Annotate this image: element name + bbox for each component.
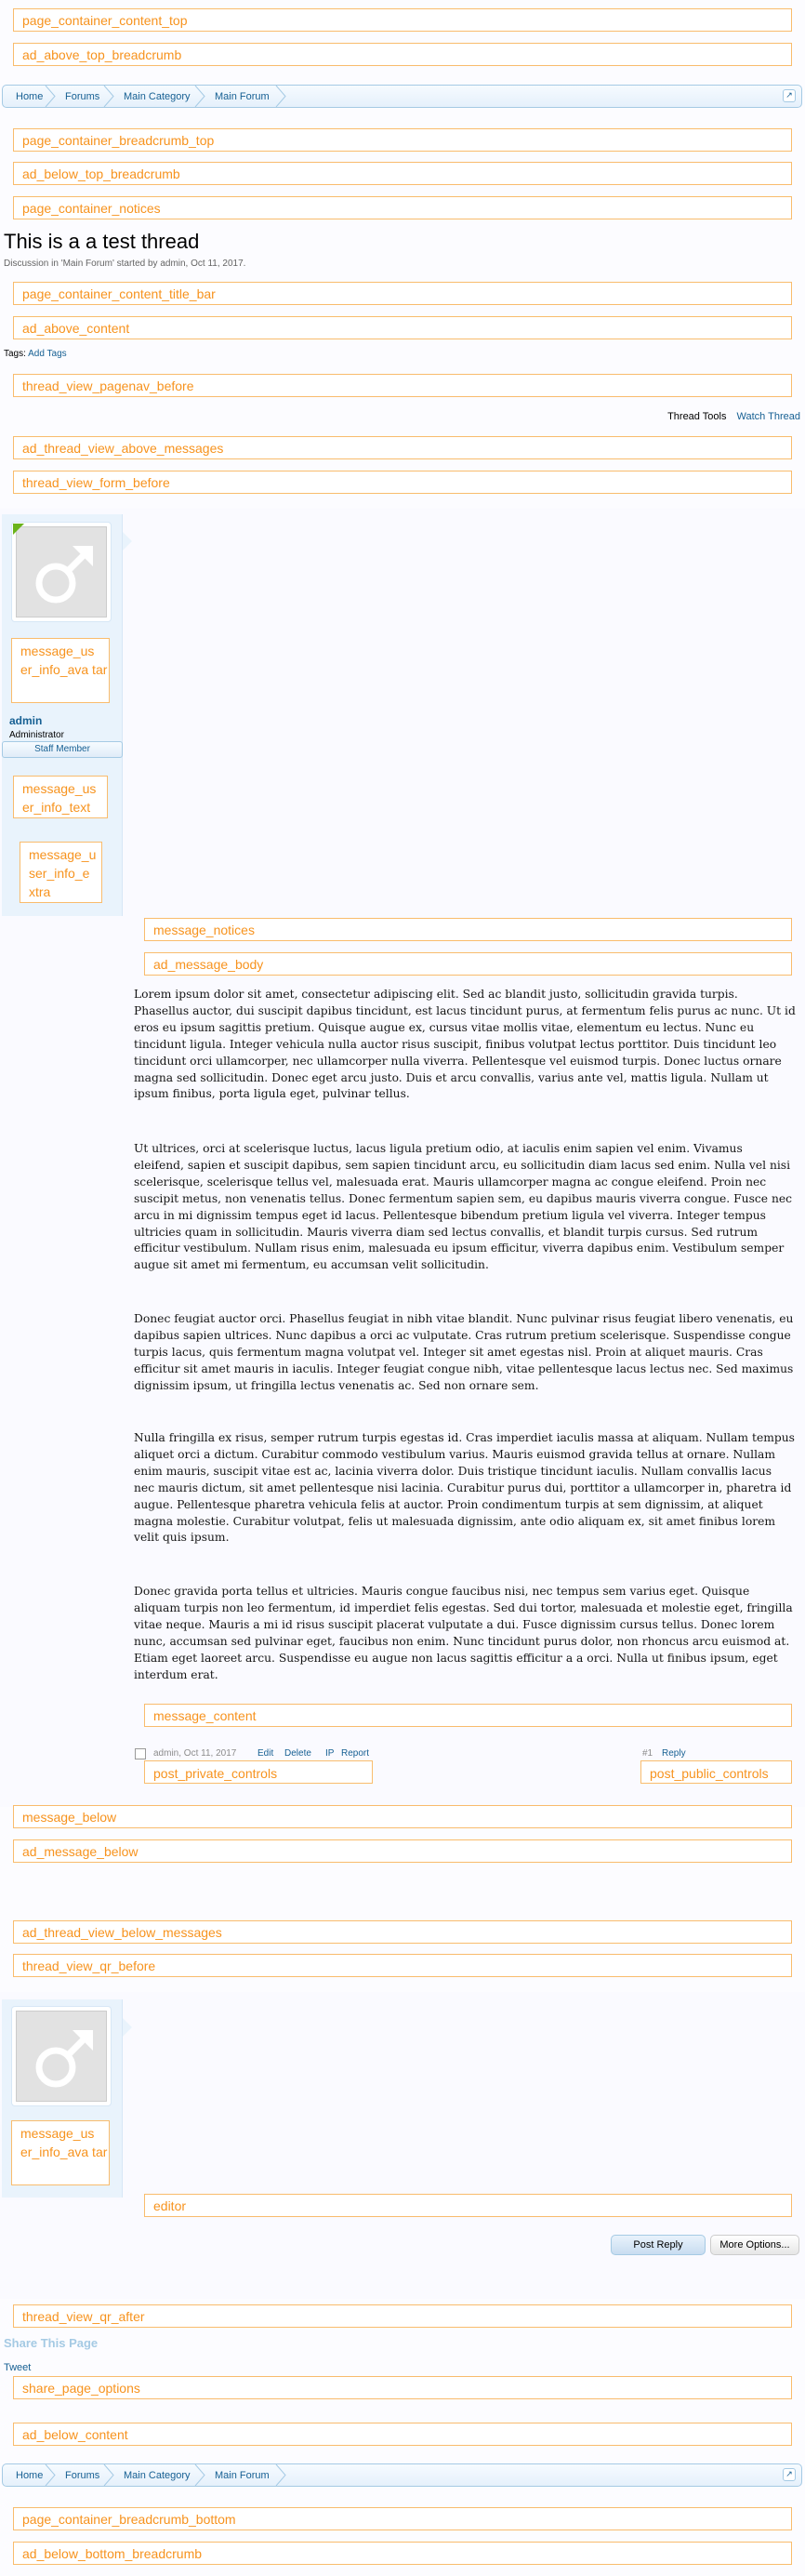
thread-view-qr-before-hook: thread_view_qr_before [13,1954,792,1977]
breadcrumb-home[interactable]: Home [16,2470,44,2481]
post-reply-button[interactable]: Post Reply [611,2235,706,2255]
post-private-controls-hook: post_private_controls [144,1760,373,1784]
thread-view-pagenav-before-hook: thread_view_pagenav_before [13,374,792,397]
ad-message-body-hook: ad_message_body [144,952,792,976]
quick-reply-avatar [11,2006,112,2106]
thread-tools-link[interactable]: Thread Tools [667,411,727,422]
jump-to-icon[interactable]: ↗ [783,89,796,102]
thread-view-qr-after-hook: thread_view_qr_after [13,2304,792,2328]
ad-above-top-breadcrumb-hook: ad_above_top_breadcrumb [13,43,792,66]
tweet-link[interactable]: Tweet [4,2362,32,2373]
breadcrumb-separator-icon [194,86,205,107]
breadcrumb-separator-icon [275,86,286,107]
online-indicator-icon [13,524,24,535]
watch-thread-link[interactable]: Watch Thread [736,411,800,422]
add-tags-link[interactable]: Add Tags [28,349,67,359]
jump-to-icon[interactable]: ↗ [783,2468,796,2481]
post-number-link[interactable]: #1 [642,1748,653,1759]
editor-hook: editor [144,2194,792,2217]
ad-below-top-breadcrumb-hook: ad_below_top_breadcrumb [13,162,792,185]
breadcrumb-separator-icon [45,86,56,107]
breadcrumb-separator-icon [275,2464,286,2486]
male-icon [17,527,108,618]
share-page-options-hook: share_page_options [13,2376,792,2399]
breadcrumb-separator-icon [194,2464,205,2486]
message-body-paragraph: Nulla fringilla ex risus, semper rutrum turpis egestas id. Cras imperdiet iaculis massa at aliquam. Nullam tempus aliquet orci a dictum. Curabitur commodo vestibulum varius. Mauris euismod gravida tellus at ornare. Nullam enim mauris, suscipit vitae est ac, lacinia viverra dolor. Duis tristique tincidunt iaculis. Nullam convallis lacus nec mauris dictum, sit amet pellentesque nisi lacinia. Curabitur purus dui, porttitor a ullamcorper in, pharetra id augue. Pellentesque pharetra vehicula felis at auctor. Proin condimentum turpis at sem dignissim, at aliquet magna molestie. Curabitur volutpat, felis ut malesuada dignissim, ante odio aliquam ex, sit amet finibus lorem velit quis ipsum. [134,1431,795,1545]
ad-above-content-hook: ad_above_content [13,316,792,339]
user-info-arrow [123,532,132,551]
user-title: Administrator [9,730,64,740]
message-user-info-extra-hook: message_u ser_info_e xtra [20,842,102,903]
breadcrumb-bottom [2,2463,802,2487]
post-public-controls-hook: post_public_controls [640,1760,792,1784]
message-user-info-text-hook: message_us er_info_text [13,776,108,818]
breadcrumb-separator-icon [45,2464,56,2486]
avatar-image [16,2011,107,2102]
post-delete-link[interactable]: Delete [284,1748,311,1759]
tags-row [4,349,67,359]
breadcrumb-main-category[interactable]: Main Category [124,2470,191,2481]
post-edit-link[interactable]: Edit [257,1748,274,1759]
ad-thread-view-above-messages-hook: ad_thread_view_above_messages [13,436,792,459]
tags-label: Tags: [4,349,26,359]
message-body-paragraph: Lorem ipsum dolor sit amet, consectetur adipiscing elit. Sed ac blandit justo, sollicitudin gravida turpis. Phasellus auctor, dui suscipit dapibus tincidunt, est lacus tincidunt purus, at fermentum felis purus ac nunc. Ut id eros eu ipsum sagittis pretium. Quisque augue ex, cursus vitae mollis vitae, elementum eu lectus. Nunc eu tincidunt ligula. Integer vehicula nulla auctor risus suscipit, finibus volutpat lectus porttitor. Duis tincidunt leo tincidunt orci ullamcorper, nec ullamcorper nulla viverra. Pellentesque vel euismod turpis. Donec luctus ornare magna sed sollicitudin. Donec eget arcu justo. Duis et arcu convallis, varius ante vel, mattis ligula. Nullam ut ipsum finibus, porta ligula eget, pulvinar tellus. [134,988,796,1101]
share-page-heading: Share This Page [4,2336,99,2350]
breadcrumb-forums[interactable]: Forums [65,91,100,102]
more-options-button[interactable]: More Options... [710,2235,799,2255]
page-container-content-title-bar-hook: page_container_content_title_bar [13,282,792,305]
thread-title: This is a a test thread [4,230,200,253]
post-report-link[interactable]: Report [341,1748,370,1759]
thread-actions [667,411,800,422]
message-content-hook: message_content [144,1704,792,1727]
post-reply-link[interactable]: Reply [662,1748,686,1759]
thread-view-form-before-hook: thread_view_form_before [13,471,792,494]
page-container-content-top-hook: page_container_content_top [13,8,792,32]
message-body-paragraph: Donec gravida porta tellus et ultricies. Mauris congue faucibus nisi, nec tempus sem varius eget. Quisque aliquam turpis non leo fermentum, id imperdiet felis egestas. Sed dui tortor, malesuada et molestie eget, fringilla vitae neque. Mauris a mi id risus suscipit placerat vulputate a dui. Fusce dignissim cursus tellus. Donec lorem nunc, accumsan sed pulvinar eget, faucibus non enim. Nunc tincidunt purus dolor, non rhoncus arcu euismod at. Etiam eget laoreet arcu. Suspendisse eu augue non lacus sagittis efficitur a a orci. Nulla ut finibus ipsum, eget interdum erat. [134,1585,793,1681]
post-ip-link[interactable]: IP [325,1748,335,1759]
breadcrumb-main-category[interactable]: Main Category [124,91,191,102]
select-post-checkbox[interactable] [135,1748,146,1759]
breadcrumb-home[interactable]: Home [16,91,44,102]
breadcrumb-main-forum[interactable]: Main Forum [215,2470,270,2481]
breadcrumb-forums[interactable]: Forums [65,2470,100,2481]
username-link[interactable]: admin [9,714,43,727]
staff-member-badge: Staff Member [2,741,123,758]
message-body-paragraph: Donec feugiat auctor orci. Phasellus feugiat in nibh vitae blandit. Nunc pulvinar risus feugiat libero venenatis, eu dapibus sapien ultrices. Nunc dapibus a orci ac vulputate. Cras rutrum pretium scelerisque. Suspendisse congue turpis lacus, quis fermentum magna volutpat vel. Integer sit amet egestas nisl. Proin at aliquet mauris. Cras efficitur sit amet mauris in iaculis. Integer feugiat congue nibh, vitae pellentesque lacus lectus nec. Sed maximus dignissim ipsum, ut fringilla lectus venenatis ac. Sed non ornare sem. [134,1312,794,1392]
quick-reply-arrow [123,2018,132,2037]
page-container-notices-hook: page_container_notices [13,196,792,219]
thread-meta: Discussion in 'Main Forum' started by admin, Oct 11, 2017. [4,259,246,269]
post-date[interactable]: admin, Oct 11, 2017 [153,1748,237,1759]
ad-message-below-hook: ad_message_below [13,1839,792,1863]
male-icon [17,2012,108,2103]
message-body-paragraph: Ut ultrices, orci at scelerisque luctus, lacus ligula pretium odio, at iaculis enim sapien vel enim. Vivamus eleifend, sapien et suscipit dapibus, sem sapien tincidunt arcu, eu sollicitudin diam lacus sed enim. Nulla vel nisi scelerisque, scelerisque tellus vel, malesuada erat. Mauris ullamcorper magna ac congue eleifend. Proin nec suscipit metus, non venenatis tellus. Donec fermentum sapien sem, eu dapibus mauris viverra congue. Fusce nec arcu in mi dignissim tempus eget id lacus. Pellentesque bibendum pretium ligula vel viverra. Integer tempus ultricies quam in sollicitudin. Mauris viverra diam sed lectus convallis, et blandit turpis cursus. Sed rutrum efficitur vestibulum. Nullam risus enim, malesuada eu ipsum efficitur, viverra dapibus enim. Vestibulum semper augue sit amet mi fermentum, eu accumsan velit sollicitudin. [134,1142,793,1272]
breadcrumb-separator-icon [103,86,114,107]
message-notices-hook: message_notices [144,918,792,941]
breadcrumb-separator-icon [103,2464,114,2486]
user-avatar[interactable] [11,522,112,622]
ad-below-content-hook: ad_below_content [13,2423,792,2446]
page-container-breadcrumb-top-hook: page_container_breadcrumb_top [13,128,792,152]
ad-below-bottom-breadcrumb-hook: ad_below_bottom_breadcrumb [13,2542,792,2565]
breadcrumb-main-forum[interactable]: Main Forum [215,91,270,102]
avatar-image [16,526,107,617]
ad-thread-view-below-messages-hook: ad_thread_view_below_messages [13,1920,792,1944]
quick-reply-user-info-avatar-hook: message_us er_info_ava tar [11,2120,110,2185]
message-below-hook: message_below [13,1805,792,1828]
breadcrumb-top [2,85,802,108]
page-container-breadcrumb-bottom-hook: page_container_breadcrumb_bottom [13,2507,792,2530]
message-user-info-avatar-hook: message_us er_info_ava tar [11,638,110,703]
